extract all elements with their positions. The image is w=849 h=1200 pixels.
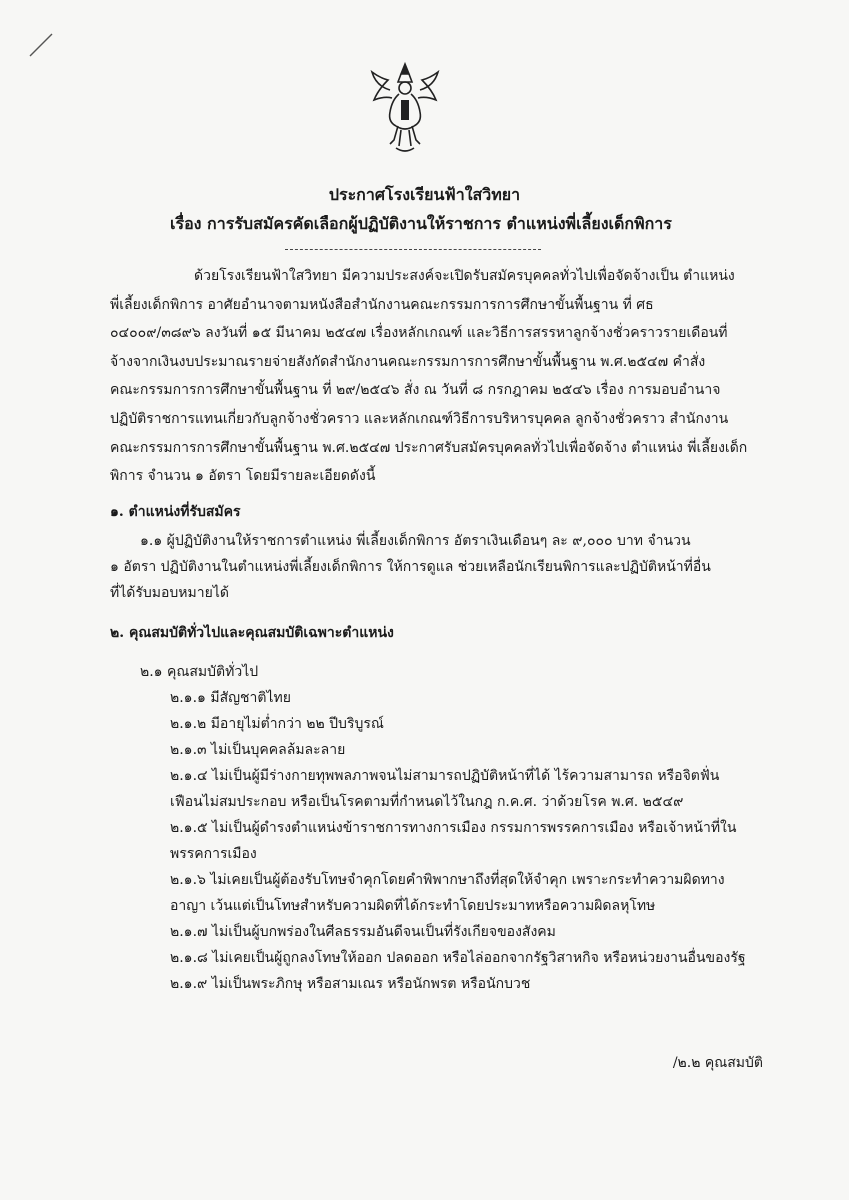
intro-line: ปฏิบัติราชการแทนเกี่ยวกับลูกจ้างชั่วคราว และหลักเกณฑ์วิธีการบริหารบุคคล ลูกจ้างชั่วคราว สำนักงาน — [110, 410, 729, 427]
garuda-emblem-icon — [368, 60, 442, 158]
intro-line: ด้วยโรงเรียนฟ้าใสวิทยา มีความประสงค์จะเปิดรับสมัครบุคคลทั่วไปเพื่อจัดจ้างเป็น ตำแหน่ง — [194, 268, 735, 284]
qualification-item: ๒.๑.๒ มีอายุไม่ต่ำกว่า ๒๒ ปีบริบูรณ์ — [170, 716, 384, 732]
section-1-heading: ๑. ตำแหน่งที่รับสมัคร — [110, 504, 241, 520]
title-divider — [285, 249, 541, 250]
continuation-note: /๒.๒ คุณสมบัติ — [672, 1055, 763, 1071]
intro-line: คณะกรรมการการศึกษาขั้นพื้นฐาน พ.ศ.๒๕๔๗ ประกาศรับสมัครบุคคลทั่วไปเพื่อจัดจ้าง ตำแหน่ง พี่เลี้ยงเด็ก — [110, 439, 748, 456]
qualification-item: ๒.๑.๑ มีสัญชาติไทย — [170, 690, 291, 706]
qualification-item: เฟือนไม่สมประกอบ หรือเป็นโรคตามที่กำหนดไว้ในกฎ ก.ค.ศ. ว่าด้วยโรค พ.ศ. ๒๕๔๙ — [170, 794, 684, 810]
qualification-item: ๒.๑.๗ ไม่เป็นผู้บกพร่องในศีลธรรมอันดีจนเป็นที่รังเกียจของสังคม — [170, 924, 556, 940]
section-1-line: ที่ได้รับมอบหมายได้ — [110, 585, 229, 601]
qualification-item: ๒.๑.๓ ไม่เป็นบุคคลล้มละลาย — [170, 742, 346, 758]
qualification-item: ๒.๑.๕ ไม่เป็นผู้ดำรงตำแหน่งข้าราชการทางการเมือง กรรมการพรรคการเมือง หรือเจ้าหน้าที่ใน — [170, 820, 737, 836]
intro-line: พี่เลี้ยงเด็กพิการ อาศัยอำนาจตามหนังสือสำนักงานคณะกรรมการการศึกษาขั้นพื้นฐาน ที่ ศธ — [110, 296, 654, 313]
intro-line: จ้างจากเงินงบประมาณรายจ่ายสังกัดสำนักงานคณะกรรมการการศึกษาขั้นพื้นฐาน พ.ศ.๒๕๔๗ คำสั่ง — [110, 353, 706, 370]
qualification-item: อาญา เว้นแต่เป็นโทษสำหรับความผิดที่ได้กระทำโดยประมาทหรือความผิดลหุโทษ — [170, 898, 656, 914]
qualification-item: ๒.๑.๔ ไม่เป็นผู้มีร่างกายทุพพลภาพจนไม่สามารถปฏิบัติหน้าที่ได้ ไร้ความสามารถ หรือจิตฟั่น — [170, 768, 720, 784]
intro-paragraph — [110, 262, 762, 491]
qualification-item: พรรคการเมือง — [170, 846, 257, 862]
intro-line: คณะกรรมการการศึกษาขั้นพื้นฐาน ที่ ๒๙/๒๕๔๖ สั่ง ณ วันที่ ๘ กรกฎาคม ๒๕๔๖ เรื่อง การมอบอำนาจ — [110, 382, 721, 399]
qualification-item: ๒.๑.๖ ไม่เคยเป็นผู้ต้องรับโทษจำคุกโดยคำพิพากษาถึงที่สุดให้จำคุก เพราะกระทำความผิดทาง — [170, 872, 725, 888]
intro-line: ๐๔๐๐๙/๓๘๙๖ ลงวันที่ ๑๕ มีนาคม ๒๕๔๗ เรื่องหลักเกณฑ์ และวิธีการสรรหาลูกจ้างชั่วคราวรายเดือนที่ — [110, 325, 728, 342]
section-2-subheading: ๒.๑ คุณสมบัติทั่วไป — [140, 664, 259, 680]
qualification-item: ๒.๑.๘ ไม่เคยเป็นผู้ถูกลงโทษให้ออก ปลดออก หรือไล่ออกจากรัฐวิสาหกิจ หรือหน่วยงานอื่นของรัฐ — [170, 950, 746, 966]
document-subject: เรื่อง การรับสมัครคัดเลือกผู้ปฏิบัติงานให้ราชการ ตำแหน่งพี่เลี้ยงเด็กพิการ — [170, 214, 672, 233]
section-1-line: ๑ อัตรา ปฏิบัติงานในตำแหน่งพี่เลี้ยงเด็กพิการ ให้การดูแล ช่วยเหลือนักเรียนพิการและปฏิบัติหน้าที่อื่น — [110, 559, 711, 575]
pen-mark-icon — [26, 30, 56, 60]
document-title: ประกาศโรงเรียนฟ้าใสวิทยา — [328, 185, 521, 204]
intro-line: พิการ จำนวน ๑ อัตรา โดยมีรายละเอียดดังนี้ — [110, 468, 376, 485]
qualification-item: ๒.๑.๙ ไม่เป็นพระภิกษุ หรือสามเณร หรือนักพรต หรือนักบวช — [170, 976, 531, 992]
section-1-line: ๑.๑ ผู้ปฏิบัติงานให้ราชการตำแหน่ง พี่เลี้ยงเด็กพิการ อัตราเงินเดือนๆ ละ ๙,๐๐๐ บาท จำนวน — [140, 533, 691, 549]
section-2-heading: ๒. คุณสมบัติทั่วไปและคุณสมบัติเฉพาะตำแหน่ง — [110, 625, 394, 641]
